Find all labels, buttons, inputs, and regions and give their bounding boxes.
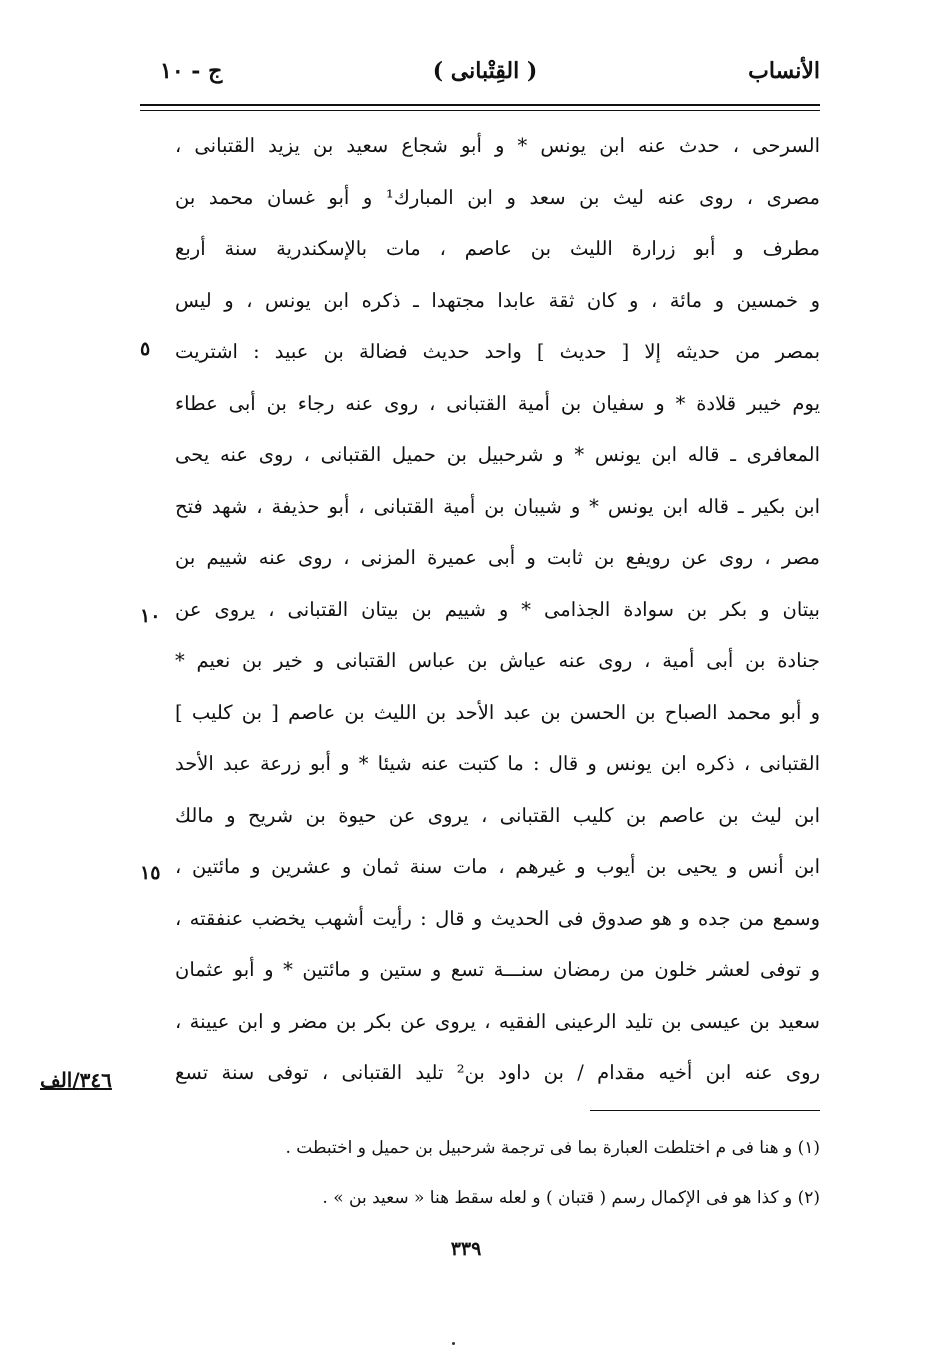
text-line: ابن أنس و يحيى بن أيوب و غيرهم ، مات سنة ثمان و عشرين و مائتين ، (175, 855, 820, 878)
footnote-separator (590, 1110, 820, 1111)
text-line: بيتان و بكر بن سوادة الجذامى * و شييم بن بيتان القتبانى ، يروى عن (175, 597, 820, 621)
line-number-10: ١٠ (140, 605, 161, 627)
footnote-1: (١) و هنا فى م اختلطت العبارة بما فى ترجمة شرحبيل بن حميل و اختبطت . (285, 1138, 820, 1158)
text-line: و أبو محمد الصباح بن الحسن بن عبد الأحد بن الليث بن عاصم [ بن كليب ] (175, 700, 820, 724)
text-line: السرحى ، حدث عنه ابن يونس * و أبو شجاع سعيد بن يزيد القتبانى ، (175, 134, 820, 157)
text-line: مصر ، روى عن رويفع بن ثابت و أبى عميرة المزنى ، روى عنه شييم بن (175, 546, 820, 569)
text-line: مصرى ، روى عنه ليث بن سعد و ابن المبارك¹ و أبو غسان محمد بن (175, 185, 820, 209)
text-line: بمصر من حديثه إلا [ حديث ] واحد حديث فضالة بن عبيد : اشتريت (175, 340, 820, 363)
text-line: يوم خيبر قلادة * و سفيان بن أمية القتبانى ، روى عنه رجاء بن أبى عطاء (175, 391, 820, 415)
line-number-15: ١٥ (140, 862, 161, 884)
text-line: المعافرى ـ قاله ابن يونس * و شرحبيل بن حميل القتبانى ، روى عنه يحى (175, 443, 820, 466)
text-line: القتبانى ، ذكره ابن يونس و قال : ما كتبت عنه شيئا * و أبو زرعة عبد الأحد (175, 752, 820, 775)
footnote-2: (٢) و كذا هو فى الإكمال رسم ( قتبان ) و لعله سقط هنا « سعيد بن » . (322, 1188, 820, 1208)
header-volume: ج - ١٠ (160, 58, 223, 84)
main-text (175, 120, 820, 1099)
print-speck (452, 1342, 455, 1345)
text-line: جنادة بن أبى أمية ، روى عنه عياش بن عباس القتبانى و خير بن نعيم * (175, 649, 820, 672)
header-entry-title: ( القِتْبانى ) (432, 58, 538, 84)
running-header (150, 58, 820, 98)
text-line: سعيد بن عيسى بن تليد الرعينى الفقيه ، يروى عن بكر بن مضر و ابن عيينة ، (175, 1009, 820, 1033)
text-line: روى عنه ابن أخيه مقدام / بن داود بن² تليد القتبانى ، توفى سنة تسع (175, 1061, 820, 1084)
text-line: وسمع من جده و هو صدوق فى الحديث و قال : رأيت أشهب يخضب عنفقته ، (175, 906, 820, 930)
page-number: ٣٣٩ (450, 1238, 482, 1260)
header-rule-thick (140, 104, 820, 106)
header-rule-thin (140, 110, 820, 111)
header-book-title: الأنساب (748, 58, 820, 84)
manuscript-folio-reference: ٣٤٦/الف (40, 1068, 112, 1092)
text-line: مطرف و أبو زرارة الليث بن عاصم ، مات بالإسكندرية سنة أربع (175, 237, 820, 260)
line-number-5: ٥ (140, 338, 151, 360)
text-line: ابن بكير ـ قاله ابن يونس * و شيبان بن أمية القتبانى ، أبو حذيفة ، شهد فتح (175, 494, 820, 518)
text-line: و توفى لعشر خلون من رمضان سنـــة تسع و ستين و مائتين * و أبو عثمان (175, 958, 820, 981)
text-line: و خمسين و مائة ، و كان ثقة عابدا مجتهدا ـ ذكره ابن يونس ، و ليس (175, 288, 820, 312)
text-line: ابن ليث بن عاصم بن كليب القتبانى ، يروى عن حيوة بن شريح و مالك (175, 803, 820, 827)
